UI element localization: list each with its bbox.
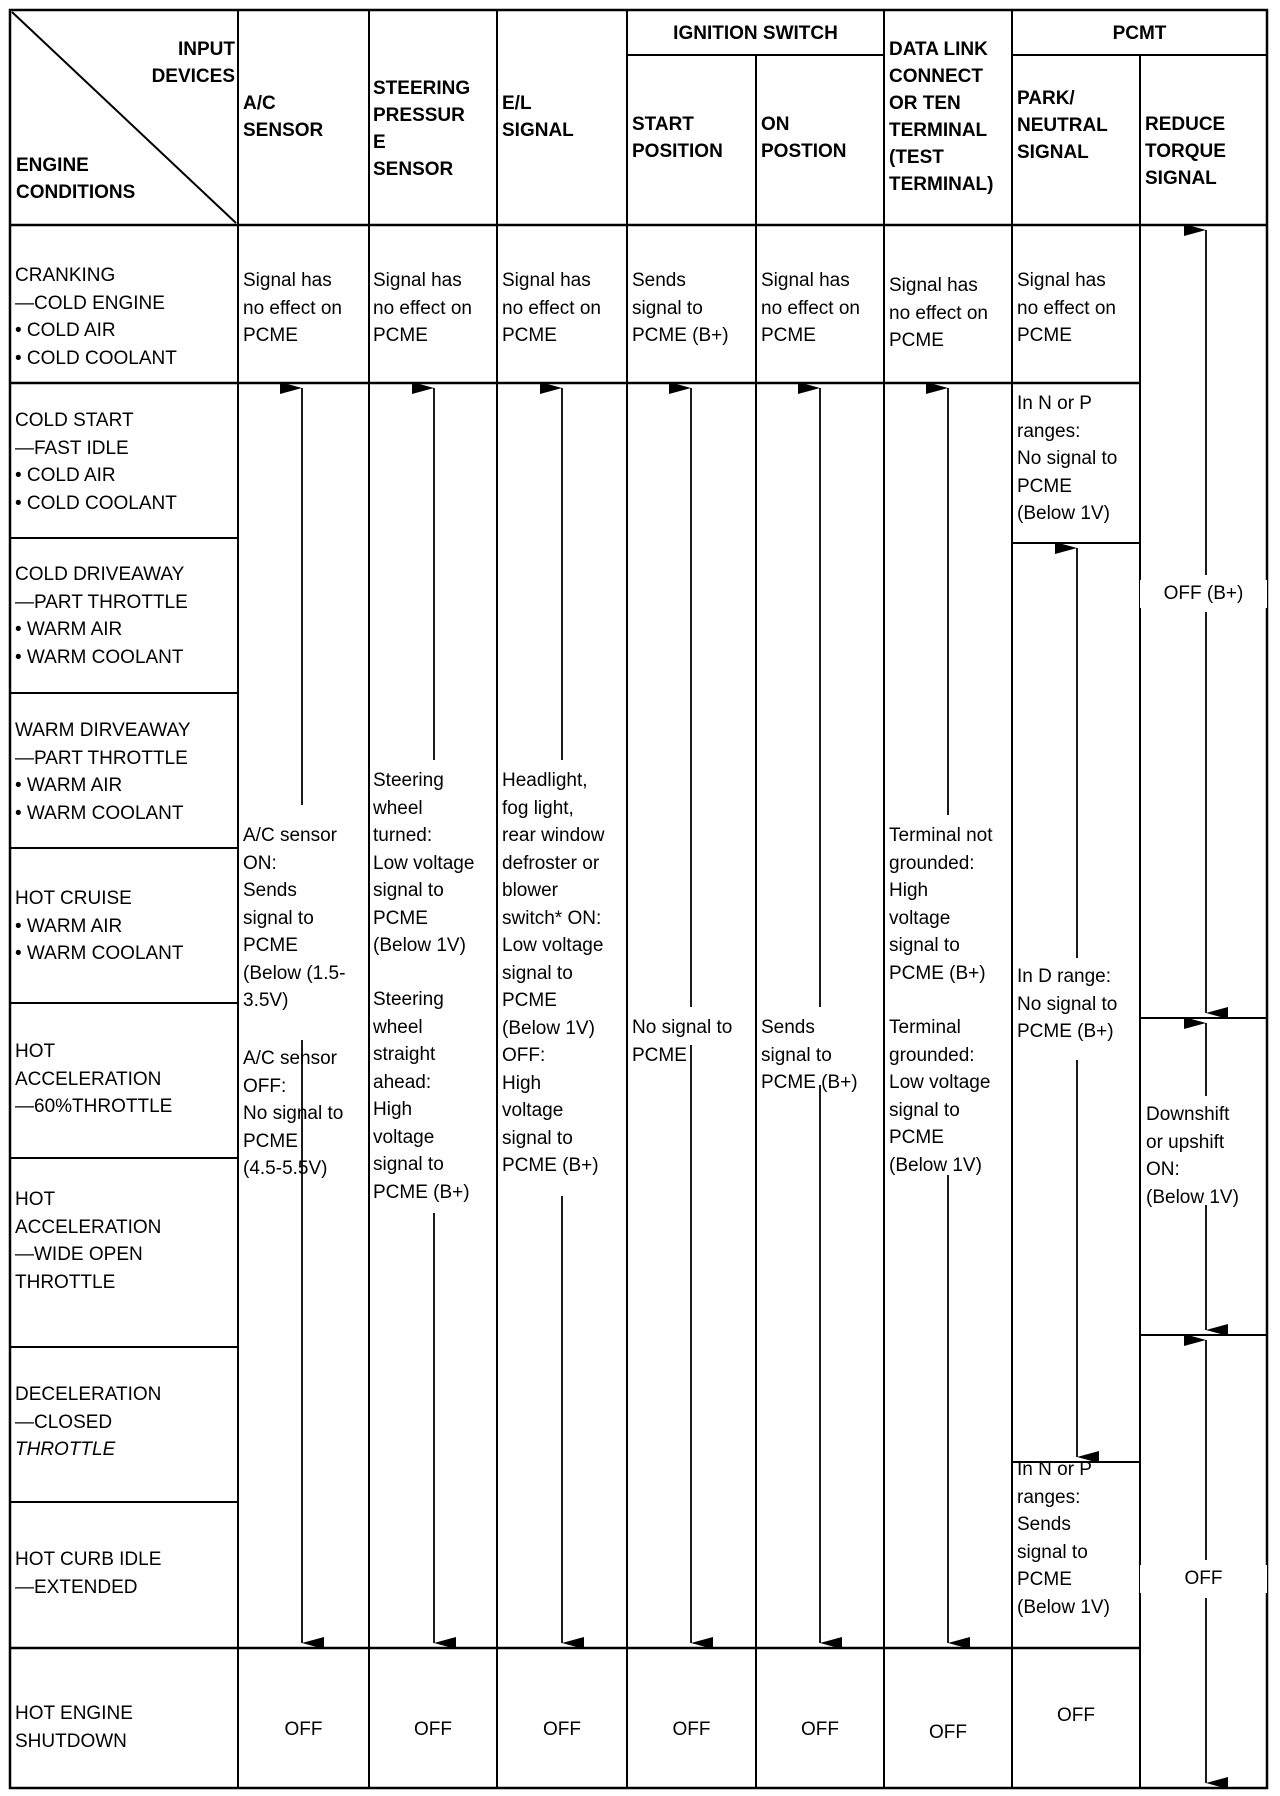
condition-hot-accel-wot: HOT ACCELERATION —WIDE OPEN THROTTLE <box>15 1189 162 1293</box>
shutdown-steering: OFF <box>414 1719 452 1740</box>
ac-on-text: A/C sensor ON: Sends signal to PCME (Below (1.5- 3.5V) <box>243 825 346 1011</box>
cranking-park: Signal has no effect on PCME <box>1017 270 1116 346</box>
park-np-cold-text: In N or P ranges: No signal to PCME (Below 1V) <box>1017 393 1118 524</box>
col-park-neutral: PARK/ NEUTRAL SIGNAL <box>1017 88 1108 163</box>
shutdown-ac: OFF <box>284 1719 323 1740</box>
condition-cold-driveaway: COLD DRIVEAWAY —PART THROTTLE • WARM AIR • WARM COOLANT <box>15 564 188 668</box>
col-data-link: DATA LINK CONNECT OR TEN TERMINAL (TEST TERMINAL) <box>889 39 994 195</box>
park-np-hot-text: In N or P ranges: Sends signal to PCME (Below 1V) <box>1017 1459 1110 1618</box>
el-on-text: Headlight, fog light, rear window defroster or blower switch* ON: Low voltage signal to PCME (Below 1V) <box>502 770 605 1039</box>
park-d-text: In D range: No signal to PCME (B+) <box>1017 966 1118 1042</box>
col-start-position: START POSITION <box>632 114 723 162</box>
col-pcmt: PCMT <box>1112 23 1167 44</box>
start-no-signal-text: No signal to PCME <box>632 1017 733 1066</box>
condition-hot-cruise: HOT CRUISE • WARM AIR • WARM COOLANT <box>15 888 184 964</box>
condition-warm-driveaway: WARM DIRVEAWAY —PART THROTTLE • WARM AIR • WARM COOLANT <box>15 720 191 824</box>
col-ignition-switch: IGNITION SWITCH <box>673 23 838 44</box>
cranking-dlc: Signal has no effect on PCME <box>889 275 988 351</box>
condition-cranking: CRANKING —COLD ENGINE • COLD AIR • COLD COOLANT <box>15 265 177 369</box>
on-sends-signal-text: Sends signal to PCME (B+) <box>761 1017 858 1093</box>
cranking-el: Signal has no effect on PCME <box>502 270 601 346</box>
reduce-off-text: OFF <box>1140 1565 1267 1593</box>
col-el-signal: E/L SIGNAL <box>502 93 574 141</box>
condition-hot-curb-idle: HOT CURB IDLE —EXTENDED <box>15 1549 162 1598</box>
steering-straight-text: Steering wheel straight ahead: High voltage signal to PCME (B+) <box>373 989 470 1203</box>
dlc-not-grounded-text: Terminal not grounded: High voltage signal to PCME (B+) <box>889 825 993 984</box>
cranking-ac: Signal has no effect on PCME <box>243 270 342 346</box>
condition-hot-shutdown: HOT ENGINE SHUTDOWN <box>15 1703 133 1752</box>
el-off-text: OFF: High voltage signal to PCME (B+) <box>502 1045 599 1176</box>
cranking-start: Sends signal to PCME (B+) <box>632 270 729 346</box>
cranking-steering: Signal has no effect on PCME <box>373 270 472 346</box>
condition-deceleration-throttle: THROTTLE <box>15 1439 116 1460</box>
cranking-on: Signal has no effect on PCME <box>761 270 860 346</box>
shutdown-park: OFF <box>1057 1705 1095 1726</box>
condition-hot-accel-60: HOT ACCELERATION —60%THROTTLE <box>15 1041 173 1117</box>
condition-cold-start: COLD START —FAST IDLE • COLD AIR • COLD COOLANT <box>15 410 177 514</box>
col-steering-sensor: STEERING PRESSUR E SENSOR <box>373 78 471 180</box>
corner-input-devices: INPUT DEVICES <box>151 39 235 87</box>
ac-off-text: A/C sensor OFF: No signal to PCME (4.5-5.5V) <box>243 1048 344 1179</box>
col-ac-sensor: A/C SENSOR <box>243 93 324 141</box>
reduce-off-b-text: OFF (B+) <box>1140 580 1267 608</box>
col-on-position: ON POSTION <box>761 114 847 162</box>
shutdown-el: OFF <box>543 1719 581 1740</box>
steering-turned-text: Steering wheel turned: Low voltage signal to PCME (Below 1V) <box>373 770 475 956</box>
dlc-grounded-text: Terminal grounded: Low voltage signal to PCME (Below 1V) <box>889 1017 991 1176</box>
shutdown-dlc: OFF <box>929 1722 967 1743</box>
condition-deceleration: DECELERATION —CLOSED <box>15 1384 162 1433</box>
corner-engine-conditions: ENGINE CONDITIONS <box>16 155 136 203</box>
shutdown-start: OFF <box>672 1719 711 1740</box>
col-reduce-torque: REDUCE TORQUE SIGNAL <box>1145 114 1226 189</box>
reduce-shift-text: Downshift or upshift ON: (Below 1V) <box>1146 1104 1239 1208</box>
shutdown-on: OFF <box>801 1719 839 1740</box>
